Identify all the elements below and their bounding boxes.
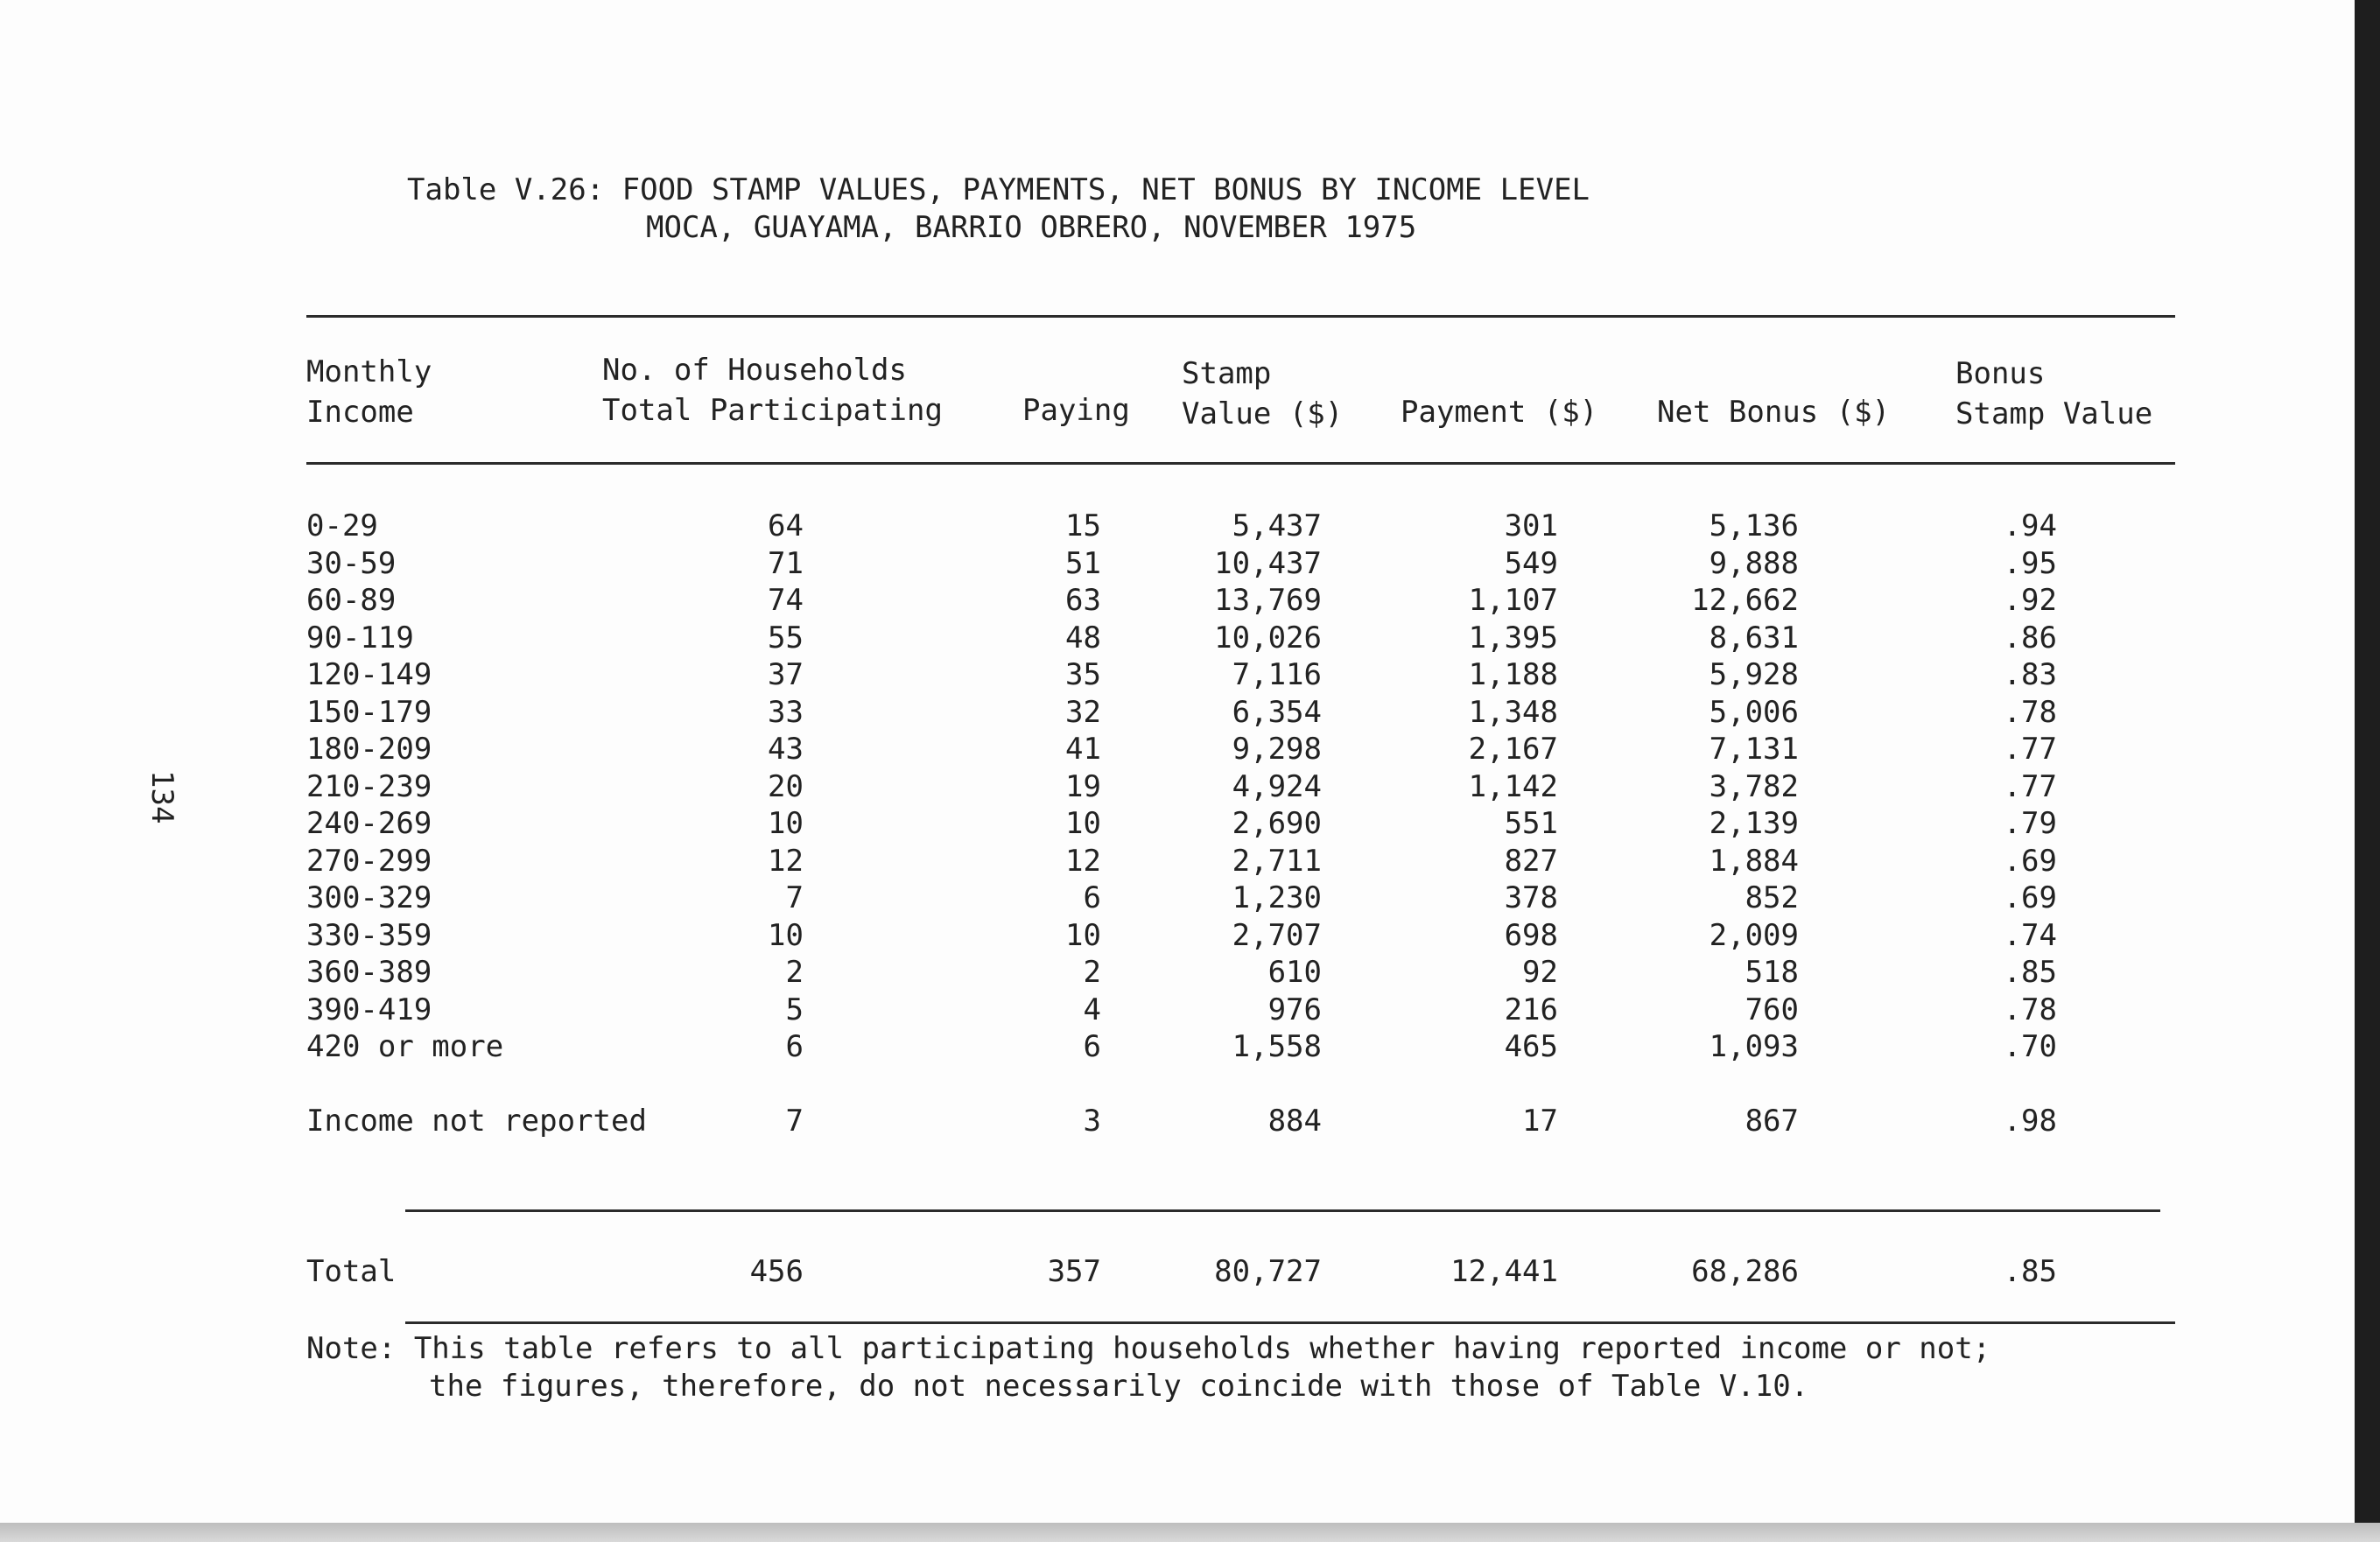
header-income: Monthly Income (306, 354, 432, 430)
header-net-bonus: Net Bonus ($) (1657, 395, 1891, 430)
table-row-households: 12 (768, 844, 804, 879)
table-row-stamp: 976 (1267, 992, 1322, 1027)
header-households: No. of Households Total Participating (602, 353, 943, 428)
table-row-net-bonus: 2,139 (1709, 806, 1799, 841)
table-row-stamp: 1,558 (1232, 1029, 1322, 1064)
table-row-stamp: 13,769 (1214, 583, 1322, 618)
table-row-stamp: 2,690 (1232, 806, 1322, 841)
scan-edge-right (2355, 0, 2380, 1542)
table-row-households: 64 (768, 508, 804, 543)
table-row-net-bonus: 9,888 (1709, 546, 1799, 581)
table-note (306, 1330, 1990, 1405)
table-row-income: 330-359 (306, 918, 432, 953)
table-row-income: 0-29 (306, 508, 378, 543)
not-reported-row-payment: 17 (1522, 1104, 1558, 1139)
table-row-payment: 549 (1504, 546, 1558, 581)
table-title (407, 172, 1590, 247)
header-rule (306, 462, 2175, 465)
table-row-stamp: 10,026 (1214, 620, 1322, 655)
table-row-paying: 12 (1065, 844, 1101, 879)
total-row-income: Total (306, 1254, 397, 1289)
table-row-income: 180-209 (306, 732, 432, 767)
scan-edge-bottom (0, 1523, 2380, 1542)
table-row-payment: 301 (1504, 508, 1558, 543)
table-row-income: 300-329 (306, 880, 432, 915)
table-row-bonus-ratio: .83 (2003, 657, 2057, 692)
table-row-income: 60-89 (306, 583, 397, 618)
table-row-stamp: 6,354 (1232, 695, 1322, 730)
table-row-income: 210-239 (306, 769, 432, 804)
table-row-stamp: 610 (1267, 955, 1322, 990)
title-line-2: MOCA, GUAYAMA, BARRIO OBRERO, NOVEMBER 1975 (646, 210, 1417, 245)
table-row-net-bonus: 5,006 (1709, 695, 1799, 730)
header-paying: Paying (1022, 393, 1130, 428)
not-reported-row-net-bonus: 867 (1745, 1104, 1799, 1139)
page-number: 134 (144, 770, 179, 824)
header-bonus-stamp-value: Bonus Stamp Value (1955, 356, 2153, 431)
table-row-net-bonus: 760 (1745, 992, 1799, 1027)
table-row-paying: 10 (1065, 918, 1101, 953)
table-row-income: 120-149 (306, 657, 432, 692)
table-row-income: 90-119 (306, 620, 414, 655)
table-row-income: 390-419 (306, 992, 432, 1027)
table-row-payment: 216 (1504, 992, 1558, 1027)
table-row-households: 6 (785, 1029, 804, 1064)
table-row-bonus-ratio: .74 (2003, 918, 2057, 953)
title-line-1: Table V.26: FOOD STAMP VALUES, PAYMENTS, NET BONUS BY INCOME LEVEL (407, 172, 1590, 207)
table-row-income: 30-59 (306, 546, 397, 581)
note-line-1: Note: This table refers to all participating households whether having reported income or not; (306, 1331, 1991, 1366)
table-row-paying: 32 (1065, 695, 1101, 730)
table-row-households: 33 (768, 695, 804, 730)
table-row-payment: 2,167 (1468, 732, 1558, 767)
table-row-income: 270-299 (306, 844, 432, 879)
table-row-stamp: 9,298 (1232, 732, 1322, 767)
table-row-net-bonus: 518 (1745, 955, 1799, 990)
table-row-net-bonus: 5,928 (1709, 657, 1799, 692)
not-reported-row-households: 7 (785, 1104, 804, 1139)
table-row-bonus-ratio: .69 (2003, 880, 2057, 915)
header-payment: Payment ($) (1401, 395, 1598, 430)
not-reported-row-income: Income not reported (306, 1104, 647, 1139)
table-row-stamp: 7,116 (1232, 657, 1322, 692)
table-row-bonus-ratio: .77 (2003, 769, 2057, 804)
total-row-payment: 12,441 (1450, 1254, 1558, 1289)
table-row-income: 360-389 (306, 955, 432, 990)
total-row-stamp: 80,727 (1214, 1254, 1322, 1289)
table-row-stamp: 5,437 (1232, 508, 1322, 543)
table-row-paying: 19 (1065, 769, 1101, 804)
table-row-paying: 6 (1083, 1029, 1101, 1064)
table-row-paying: 41 (1065, 732, 1101, 767)
table-row-households: 71 (768, 546, 804, 581)
table-row-households: 74 (768, 583, 804, 618)
table-row-paying: 48 (1065, 620, 1101, 655)
table-row-paying: 6 (1083, 880, 1101, 915)
table-row-net-bonus: 7,131 (1709, 732, 1799, 767)
table-row-payment: 827 (1504, 844, 1558, 879)
table-row-paying: 10 (1065, 806, 1101, 841)
table-row-bonus-ratio: .92 (2003, 583, 2057, 618)
table-row-households: 43 (768, 732, 804, 767)
table-row-income: 420 or more (306, 1029, 504, 1064)
total-row-paying: 357 (1047, 1254, 1101, 1289)
table-row-payment: 1,395 (1468, 620, 1558, 655)
table-row-households: 7 (785, 880, 804, 915)
table-row-net-bonus: 3,782 (1709, 769, 1799, 804)
table-row-bonus-ratio: .94 (2003, 508, 2057, 543)
table-row-payment: 1,142 (1468, 769, 1558, 804)
total-row-households: 456 (749, 1254, 804, 1289)
top-rule (306, 315, 2175, 318)
table-row-paying: 35 (1065, 657, 1101, 692)
table-row-payment: 551 (1504, 806, 1558, 841)
table-row-households: 2 (785, 955, 804, 990)
table-row-payment: 1,107 (1468, 583, 1558, 618)
table-row-income: 150-179 (306, 695, 432, 730)
table-row-payment: 465 (1504, 1029, 1558, 1064)
table-row-bonus-ratio: .69 (2003, 844, 2057, 879)
total-row-net-bonus: 68,286 (1691, 1254, 1799, 1289)
table-row-stamp: 10,437 (1214, 546, 1322, 581)
table-row-paying: 2 (1083, 955, 1101, 990)
total-row-bonus-ratio: .85 (2003, 1254, 2057, 1289)
not-reported-row-stamp: 884 (1267, 1104, 1322, 1139)
table-row-bonus-ratio: .95 (2003, 546, 2057, 581)
table-row-stamp: 2,711 (1232, 844, 1322, 879)
not-reported-row-paying: 3 (1083, 1104, 1101, 1139)
table-row-bonus-ratio: .78 (2003, 695, 2057, 730)
table-row-payment: 1,188 (1468, 657, 1558, 692)
table-row-net-bonus: 1,093 (1709, 1029, 1799, 1064)
table-row-paying: 51 (1065, 546, 1101, 581)
table-row-bonus-ratio: .78 (2003, 992, 2057, 1027)
table-row-payment: 378 (1504, 880, 1558, 915)
note-line-2: the figures, therefore, do not necessarily coincide with those of Table V.10. (429, 1369, 1809, 1404)
table-row-payment: 698 (1504, 918, 1558, 953)
table-row-households: 10 (768, 806, 804, 841)
header-stamp-value: Stamp Value ($) (1182, 356, 1344, 431)
table-row-bonus-ratio: .77 (2003, 732, 2057, 767)
table-row-paying: 63 (1065, 583, 1101, 618)
table-row-net-bonus: 2,009 (1709, 918, 1799, 953)
table-row-stamp: 2,707 (1232, 918, 1322, 953)
table-row-net-bonus: 852 (1745, 880, 1799, 915)
table-row-bonus-ratio: .85 (2003, 955, 2057, 990)
table-row-net-bonus: 12,662 (1691, 583, 1799, 618)
table-row-households: 37 (768, 657, 804, 692)
table-row-bonus-ratio: .70 (2003, 1029, 2057, 1064)
not-reported-row-bonus-ratio: .98 (2003, 1104, 2057, 1139)
table-row-households: 10 (768, 918, 804, 953)
table-row-paying: 15 (1065, 508, 1101, 543)
bottom-rule (405, 1321, 2175, 1324)
total-rule (405, 1209, 2160, 1212)
table-row-bonus-ratio: .79 (2003, 806, 2057, 841)
table-row-net-bonus: 8,631 (1709, 620, 1799, 655)
table-row-households: 55 (768, 620, 804, 655)
table-row-payment: 1,348 (1468, 695, 1558, 730)
table-row-income: 240-269 (306, 806, 432, 841)
table-row-paying: 4 (1083, 992, 1101, 1027)
table-row-stamp: 4,924 (1232, 769, 1322, 804)
table-row-households: 20 (768, 769, 804, 804)
table-row-stamp: 1,230 (1232, 880, 1322, 915)
table-row-bonus-ratio: .86 (2003, 620, 2057, 655)
table-row-households: 5 (785, 992, 804, 1027)
table-row-payment: 92 (1522, 955, 1558, 990)
table-row-net-bonus: 5,136 (1709, 508, 1799, 543)
table-row-net-bonus: 1,884 (1709, 844, 1799, 879)
